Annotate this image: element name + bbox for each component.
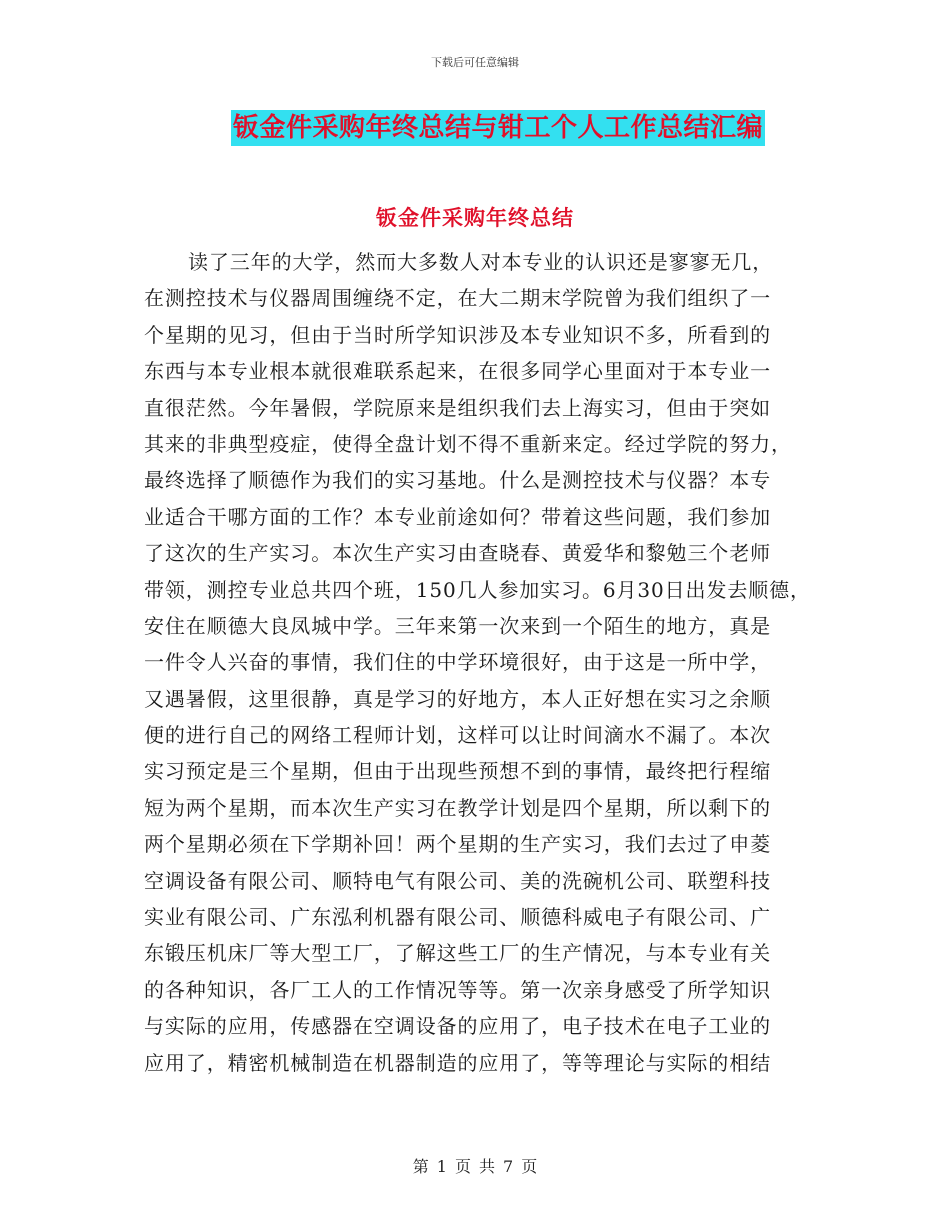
body-line: 的各种知识，各厂工人的工作情况等等。第一次亲身感受了所学知识 bbox=[144, 977, 771, 1002]
document-title: 钣金件采购年终总结与钳工个人工作总结汇编 bbox=[231, 110, 765, 146]
body-line: 业适合干哪方面的工作？本专业前途如何？带着这些问题，我们参加 bbox=[144, 504, 771, 529]
body-line: 最终选择了顺德作为我们的实习基地。什么是测控技术与仪器？本专 bbox=[144, 468, 771, 493]
body-line: 便的进行自己的网络工程师计划，这样可以让时间滴水不漏了。本次 bbox=[144, 723, 771, 748]
body-line: 实习预定是三个星期，但由于出现些预想不到的事情，最终把行程缩 bbox=[144, 759, 771, 784]
body-line: 带领，测控专业总共四个班，150几人参加实习。6月30日出发去顺德， bbox=[144, 577, 811, 602]
page-footer bbox=[0, 1154, 950, 1177]
body-line: 两个星期必须在下学期补回！两个星期的生产实习，我们去过了申菱 bbox=[144, 832, 771, 857]
body-line: 个星期的见习，但由于当时所学知识涉及本专业知识不多，所看到的 bbox=[144, 322, 771, 347]
footer-page-number: 1 bbox=[436, 1157, 447, 1176]
body-line: 读了三年的大学，然而大多数人对本专业的认识还是寥寥无几， bbox=[188, 250, 774, 274]
body-line: 又遇暑假，这里很静，真是学习的好地方，本人正好想在实习之余顺 bbox=[144, 686, 771, 711]
footer-total-pages: 7 bbox=[503, 1157, 514, 1176]
footer-total-word: 共 bbox=[479, 1157, 496, 1176]
document-title-container bbox=[0, 110, 950, 146]
body-line: 一件令人兴奋的事情，我们住的中学环境很好，由于这是一所中学， bbox=[144, 650, 771, 675]
footer-prefix: 第 bbox=[412, 1157, 429, 1176]
body-paragraph bbox=[144, 244, 834, 1081]
body-line: 其来的非典型疫症，使得全盘计划不得不重新来定。经过学院的努力， bbox=[144, 431, 792, 456]
footer-page-word: 页 bbox=[454, 1157, 471, 1176]
body-line: 东西与本专业根本就很难联系起来，在很多同学心里面对于本专业一 bbox=[144, 359, 771, 384]
section-title: 钣金件采购年终总结 bbox=[376, 205, 574, 230]
body-line: 安住在顺德大良凤城中学。三年来第一次来到一个陌生的地方，真是 bbox=[144, 613, 771, 638]
footer-suffix: 页 bbox=[521, 1157, 538, 1176]
body-line: 在测控技术与仪器周围缠绕不定，在大二期末学院曾为我们组织了一 bbox=[144, 286, 771, 311]
header-note: 下载后可任意编辑 bbox=[431, 56, 519, 69]
body-line: 直很茫然。今年暑假，学院原来是组织我们去上海实习，但由于突如 bbox=[144, 395, 771, 420]
body-line: 实业有限公司、广东泓利机器有限公司、顺德科威电子有限公司、广 bbox=[144, 905, 771, 930]
body-line: 了这次的生产实习。本次生产实习由查晓春、黄爱华和黎勉三个老师 bbox=[144, 541, 771, 566]
body-line: 东锻压机床厂等大型工厂，了解这些工厂的生产情况，与本专业有关 bbox=[144, 941, 771, 966]
body-line: 与实际的应用，传感器在空调设备的应用了，电子技术在电子工业的 bbox=[144, 1014, 771, 1039]
body-line: 短为两个星期，而本次生产实习在教学计划是四个星期，所以剩下的 bbox=[144, 795, 771, 820]
body-line: 空调设备有限公司、顺特电气有限公司、美的洗碗机公司、联塑科技 bbox=[144, 868, 771, 893]
body-line: 应用了，精密机械制造在机器制造的应用了，等等理论与实际的相结 bbox=[144, 1050, 771, 1075]
